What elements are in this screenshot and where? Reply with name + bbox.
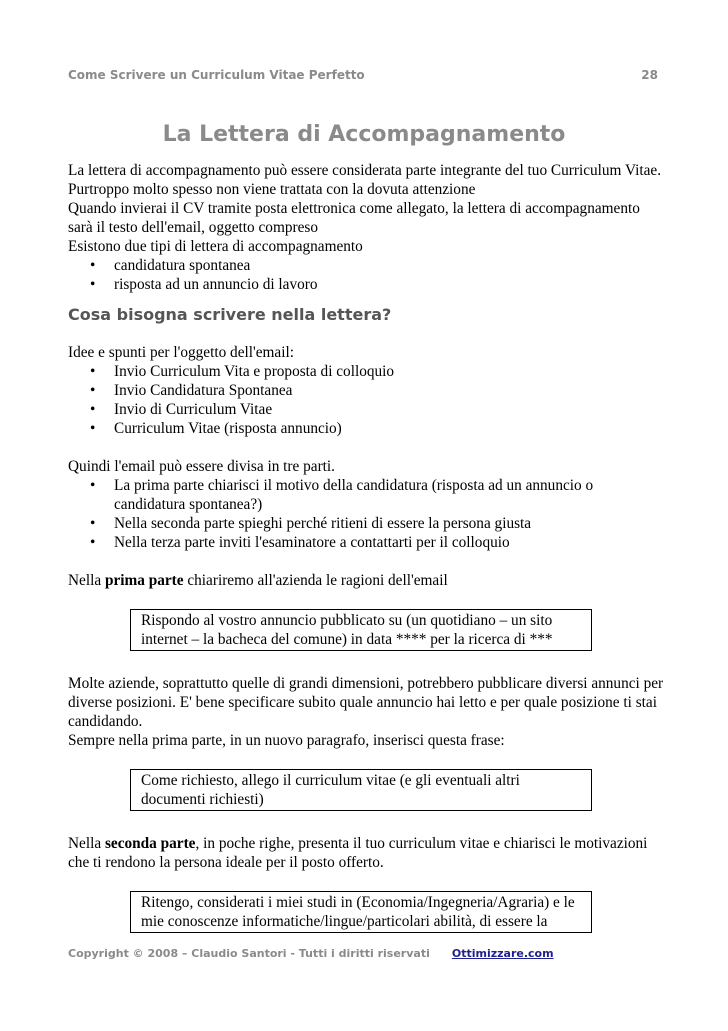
document-body: [68, 161, 668, 933]
list-item: • Invio Curriculum Vita e proposta di colloquio: [68, 362, 668, 381]
spacer: [68, 438, 668, 457]
list-item: • Invio Candidatura Spontanea: [68, 381, 668, 400]
spacer: [68, 552, 668, 571]
list-item: • Curriculum Vitae (risposta annuncio): [68, 419, 668, 438]
list-item: • Nella terza parte inviti l'esaminatore a contattarti per il colloquio: [68, 533, 668, 552]
companies-paragraph: Molte aziende, soprattutto quelle di grandi dimensioni, potrebbero pubblicare diversi annunci per diverse posizioni. E' bene specificare subito quale annuncio hai letto e per quale posizione ti stai candidando.: [68, 675, 664, 730]
running-header: [68, 68, 660, 82]
list-item: • Nella seconda parte spieghi perché ritieni di essere la persona giusta: [68, 514, 668, 533]
footer-website-link[interactable]: Ottimizzare.com: [451, 947, 554, 960]
footer-copyright: Copyright © 2008 – Claudio Santori - Tutti i diritti riservati: [68, 947, 430, 960]
spacer: [68, 590, 668, 609]
subject-ideas-list: [68, 362, 668, 438]
first-part-paragraph: [68, 571, 668, 590]
example-box-1: Rispondo al vostro annuncio pubblicato su (un quotidiano – un sito internet – la bacheca del comune) in data **** per la ricerca di ***: [130, 609, 592, 651]
first-part-post: chiariremo all'azienda le ragioni dell'email: [183, 572, 448, 589]
spacer: [68, 872, 668, 891]
spacer: [68, 651, 668, 674]
example-box-3: Ritengo, considerati i miei studi in (Economia/Ingegneria/Agraria) e le mie conoscenze informatiche/lingue/particolari abilità, di essere la: [130, 891, 592, 933]
same-part-paragraph: Sempre nella prima parte, in un nuovo paragrafo, inserisci questa frase:: [68, 732, 505, 749]
second-part-bold: seconda parte: [104, 835, 196, 852]
list-item: • La prima parte chiarisci il motivo della candidatura (risposta ad un annuncio o candidatura spontanea?): [68, 476, 668, 514]
page-footer: [68, 947, 554, 960]
list-item: • Invio di Curriculum Vitae: [68, 400, 668, 419]
page-title: La Lettera di Accompagnamento: [162, 122, 566, 147]
first-part-pre: Nella: [68, 572, 105, 589]
second-part-pre: Nella: [68, 835, 105, 852]
first-part-bold: prima parte: [104, 572, 184, 589]
spacer: [68, 811, 668, 834]
parts-intro: Quindi l'email può essere divisa in tre parti.: [68, 458, 335, 475]
email-parts-list: [68, 476, 668, 552]
section-heading: Cosa bisogna scrivere nella lettera?: [68, 305, 392, 324]
intro-paragraph-2: Quando invierai il CV tramite posta elettronica come allegato, la lettera di accompagnamento sarà il testo dell'email, oggetto compreso: [68, 200, 640, 236]
page-number: 28: [641, 68, 658, 82]
intro-paragraph-3: Esistono due tipi di lettera di accompagnamento: [68, 238, 363, 255]
list-item: • candidatura spontanea: [68, 256, 668, 275]
header-title: Come Scrivere un Curriculum Vitae Perfetto: [68, 68, 365, 82]
example-box-2: Come richiesto, allego il curriculum vitae (e gli eventuali altri documenti richiesti): [130, 769, 592, 811]
list-item: • risposta ad un annuncio di lavoro: [68, 275, 668, 294]
spacer: [68, 750, 668, 769]
intro-paragraph-1: La lettera di accompagnamento può essere considerata parte integrante del tuo Curriculum Vitae. Purtroppo molto spesso non viene trattata con la dovuta attenzione: [68, 162, 662, 198]
second-part-paragraph: [68, 834, 668, 872]
second-part-post: , in poche righe, presenta il tuo curriculum vitae e chiarisci le motivazioni che ti rendono la persona ideale per il posto offerto.: [68, 835, 648, 871]
subject-intro: Idee e spunti per l'oggetto dell'email:: [68, 344, 294, 361]
letter-types-list: [68, 256, 668, 294]
